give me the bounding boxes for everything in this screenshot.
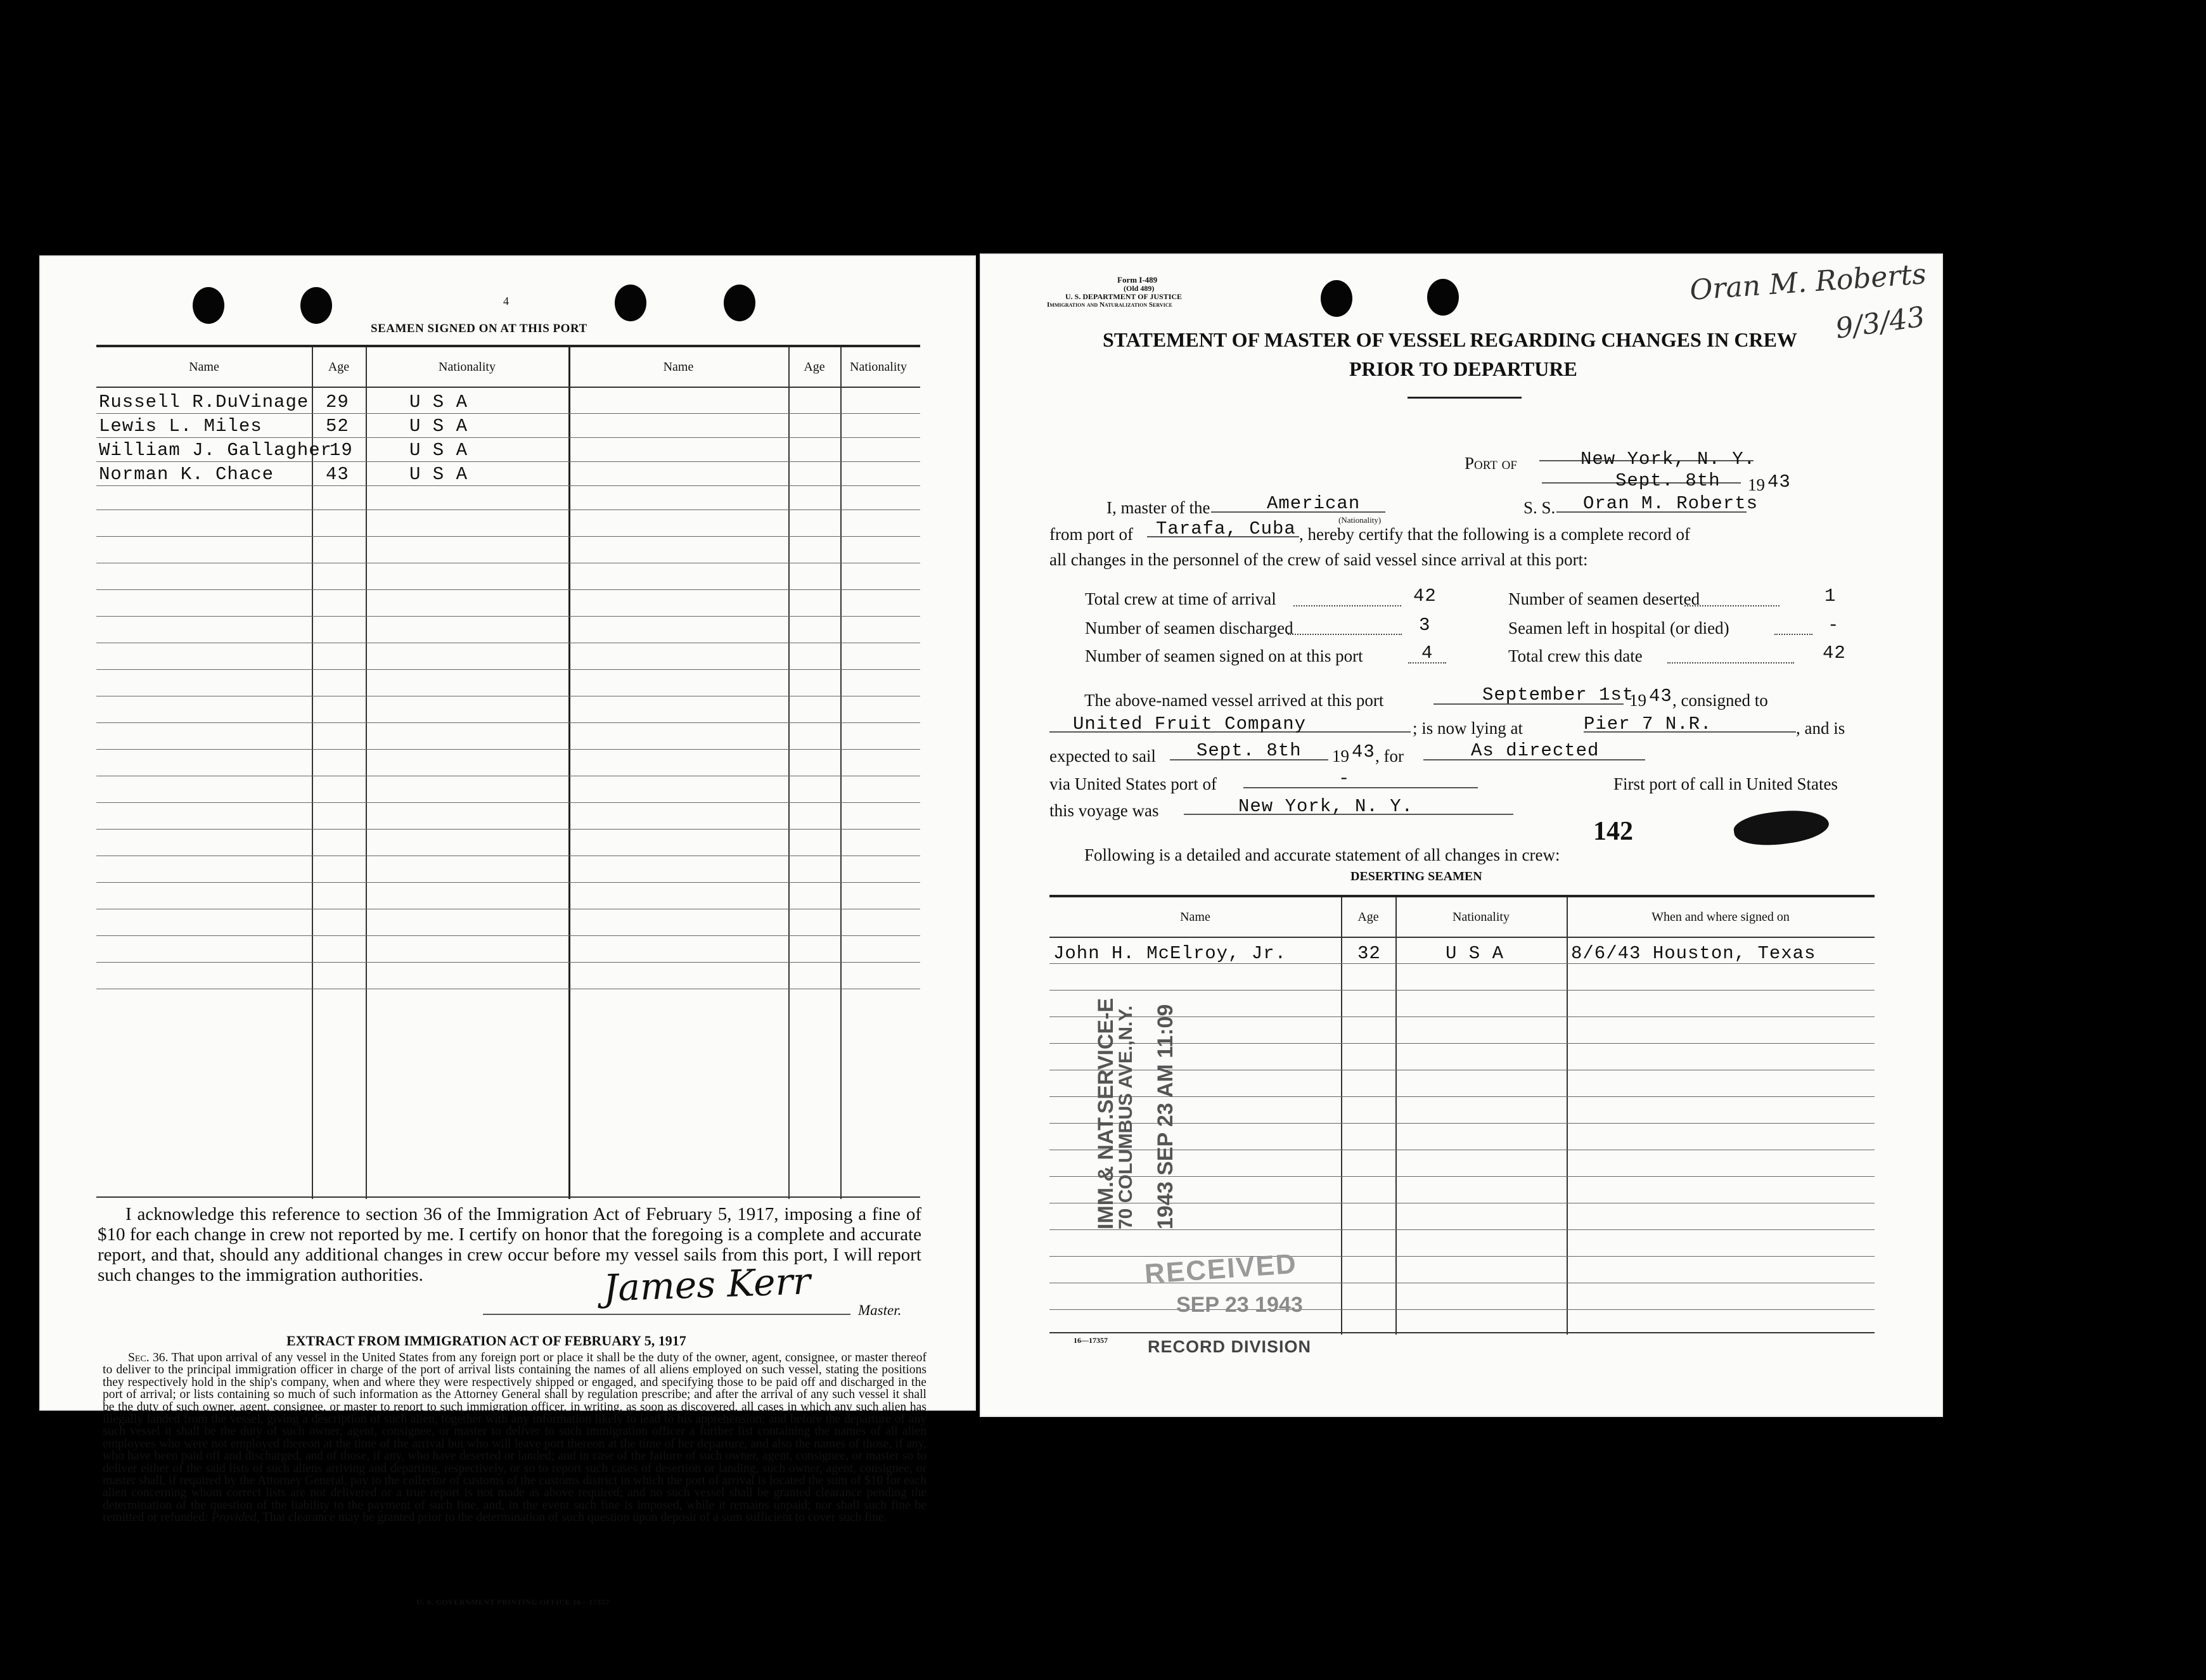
signature-line	[483, 1314, 850, 1315]
signature-title: Master.	[858, 1302, 902, 1318]
consigned-label: , consigned to	[1672, 691, 1768, 710]
destination-value: As directed	[1471, 740, 1600, 761]
page-number: 4	[503, 295, 509, 307]
column-header: Age	[328, 360, 350, 374]
extract-text	[103, 1352, 927, 1524]
seaman-nationality: U S A	[409, 416, 468, 437]
from-port-value: Tarafa, Cuba	[1156, 518, 1296, 539]
punch-hole	[193, 287, 224, 324]
leader-dots	[1774, 634, 1812, 635]
seaman-name: Russell R.DuVinage	[99, 392, 309, 413]
department: U. S. DEPARTMENT OF JUSTICE	[1065, 292, 1183, 301]
arrived-label: The above-named vessel arrived at this port	[1084, 691, 1384, 710]
and-is-label: , and is	[1796, 719, 1845, 738]
section-title: SEAMEN SIGNED ON AT THIS PORT	[371, 322, 587, 335]
first-port-value: New York, N. Y.	[1238, 796, 1414, 817]
column-header: Nationality	[1452, 910, 1510, 924]
column-header: Name	[663, 360, 694, 374]
for-label: , for	[1375, 747, 1404, 766]
punch-hole	[300, 287, 332, 324]
extract-provided: Provided,	[211, 1511, 260, 1525]
voyage-label: this voyage was	[1049, 801, 1159, 820]
via-line	[1243, 787, 1478, 788]
consignee-value: United Fruit Company	[1073, 714, 1307, 734]
from-port-label: from port of	[1049, 525, 1133, 544]
certify-text: , hereby certify that the following is a complete record of	[1299, 525, 1691, 544]
extract-tail: That clearance may be granted prior to the determination of such question upon deposit of a sum sufficient to cover such fine.	[262, 1511, 887, 1525]
vessel-value: Oran M. Roberts	[1583, 493, 1759, 514]
sail-date: Sept. 8th	[1196, 740, 1302, 761]
service: Immigration and Naturalization Service	[1047, 301, 1172, 309]
acknowledgement-text: I acknowledge this reference to section 36 of the Immigration Act of February 5, 1917, imposing a fine of $10 for each change in crew not reported by me. I certify on honor that the foregoing is a complete and accurate report, and that, should any additional changes in crew occur before my vessel sails from this port, I will report such changes to the immigration authorities.	[98, 1204, 921, 1285]
seaman-age: 43	[326, 464, 349, 485]
deserter-nationality: U S A	[1446, 943, 1504, 964]
leader-dots	[1667, 662, 1794, 664]
year-prefix: 19	[1748, 475, 1765, 494]
seaman-name: Lewis L. Miles	[99, 416, 262, 437]
nationality-caption: (Nationality)	[1338, 515, 1382, 525]
first-port-label: First port of call in United States	[1613, 774, 1838, 793]
seaman-age: 29	[326, 392, 349, 413]
via-value: -	[1338, 768, 1350, 789]
seaman-age: 52	[326, 416, 349, 437]
deserter-age: 32	[1357, 943, 1381, 964]
year-suffix: 43	[1767, 471, 1791, 492]
signed-on-table	[96, 345, 920, 1199]
stamp-line: 70 COLUMBUS AVE.,N.Y.	[1115, 1005, 1136, 1229]
total-crew-date-label: Total crew this date	[1508, 646, 1643, 665]
deserted-label: Number of seamen deserted	[1508, 589, 1700, 608]
column-header: Age	[1357, 910, 1379, 924]
deserter-name: John H. McElroy, Jr.	[1053, 943, 1287, 964]
expected-label: expected to sail	[1049, 747, 1156, 766]
certify-text-2: all changes in the personnel of the crew of said vessel since arrival at this port:	[1049, 550, 1588, 569]
ss-label: S. S.	[1523, 498, 1556, 517]
extract-lead: Sec. 36.	[128, 1351, 169, 1364]
deserting-title: DESERTING SEAMEN	[1350, 869, 1482, 883]
left-page	[39, 255, 976, 1606]
form-number-footer: 16—17357	[1074, 1336, 1108, 1345]
form-subtitle: PRIOR TO DEPARTURE	[1349, 357, 1577, 380]
column-header: Nationality	[439, 360, 496, 374]
arrived-year-prefix: 19	[1629, 691, 1646, 710]
punch-hole	[615, 285, 646, 321]
leader-dots	[1293, 605, 1401, 606]
received-date-stamp: SEP 23 1943	[1176, 1293, 1303, 1317]
seaman-name: William J. Gallagher	[99, 440, 333, 461]
column-header: When and where signed on	[1651, 910, 1790, 924]
hospital-label: Seamen left in hospital (or died)	[1508, 619, 1729, 638]
pier-value: Pier 7 N.R.	[1584, 714, 1712, 734]
right-page	[980, 253, 1943, 1417]
signed-on-label: Number of seamen signed on at this port	[1085, 646, 1363, 665]
title-rule	[1408, 397, 1522, 399]
master-label: I, master of the	[1106, 498, 1210, 517]
sail-year-prefix: 19	[1332, 747, 1349, 766]
via-label: via United States port of	[1049, 774, 1217, 793]
form-id: Form I-489	[1117, 275, 1158, 285]
handwritten-date-note: 9/3/43	[1833, 300, 1927, 345]
discharged-label: Number of seamen discharged	[1085, 619, 1293, 638]
port-value: New York, N. Y.	[1581, 449, 1756, 470]
form-old: (Old 489)	[1124, 284, 1155, 293]
stamp-line: IMM.& NAT.SERVICE-E	[1094, 997, 1118, 1229]
punch-hole	[1321, 280, 1352, 317]
nationality-value: American	[1267, 493, 1361, 514]
leader-dots	[1684, 605, 1780, 606]
seaman-age: 19	[330, 440, 353, 461]
seaman-nationality: U S A	[409, 392, 468, 413]
deserter-signed-on: 8/6/43 Houston, Texas	[1571, 943, 1816, 964]
hospital-value: -	[1828, 615, 1840, 636]
extract-title: EXTRACT FROM IMMIGRATION ACT OF FEBRUARY 5, 1917	[286, 1333, 686, 1349]
column-header: Name	[189, 360, 219, 374]
column-header: Age	[804, 360, 825, 374]
ink-blot	[1732, 805, 1831, 850]
total-crew-date-value: 42	[1823, 643, 1846, 664]
punch-hole	[724, 285, 755, 321]
seaman-nationality: U S A	[409, 440, 468, 461]
port-label: Port of	[1465, 454, 1517, 473]
lying-label: ; is now lying at	[1413, 719, 1523, 738]
total-crew-arrival-value: 42	[1413, 586, 1437, 606]
seaman-name: Norman K. Chace	[99, 464, 274, 485]
form-title: STATEMENT OF MASTER OF VESSEL REGARDING CHANGES IN CREW	[1103, 328, 1797, 351]
printer-line: U. S. GOVERNMENT PRINTING OFFICE 16—17357	[416, 1598, 610, 1606]
signed-on-value: 4	[1421, 643, 1433, 664]
record-division-stamp: RECORD DIVISION	[1148, 1337, 1312, 1356]
column-header: Nationality	[850, 360, 907, 374]
discharged-value: 3	[1419, 615, 1431, 636]
deserted-value: 1	[1824, 586, 1837, 606]
extract-body: That upon arrival of any vessel in the United States from any foreign port or place it shall be the duty of the owner, agent, consignee, or master thereof to deliver to the principal immigration officer in charge of the port of arrival lists containing the names of all aliens employed on such vessel, stating the positions they respectively hold in the ship's company, when and where they were respectively shipped or engaged, and specifying those to be paid off and discharged in the port of arrival; or lists containing so much of such information as the Attorney General shall by regulation prescribe; and after the arrival of any such vessel it shall be the duty of such owner, agent, consignee, or master to report to such immigration officer, in writing, as soon as discovered, all cases in which any such alien has illegally landed from the vessel, giving a description of such alien, together with any information likely to lead to his apprehension; and before the departure of any such vessel it shall be the duty of such owner, agent, consignee, or master to deliver to such immigration officer a further list containing the names of all alien employees who were not employed thereon at the time of the arrival but who will leave port thereon at the time of her departure, and also the names of those, if any, who have been paid off and discharged, and of those, if any, who have deserted or landed; and in case of the failure of such owner, agent, consignee, or master so to deliver either of the said lists of such aliens arriving and departing, respectively, or so to report such cases of desertion or landing, such owner, agent, consignee, or master shall, if required by the Attorney General, pay to the collector of customs of the customs district in which the port of arrival is located the sum of $10 for each alien concerning whom correct lists are not delivered or a true report is not made as above required; and no such vessel shall be granted clearance pending the determination of the question of the liability to the payment of such fine, and, in the event such fine is imposed, while it remains unpaid; nor shall such fine be remitted or refunded:	[103, 1351, 927, 1525]
leader-dots	[1288, 634, 1402, 635]
stamp-number: 142	[1593, 817, 1633, 846]
date-stamp	[1094, 875, 1221, 1229]
master-signature: James Kerr	[602, 1259, 811, 1310]
received-stamp: RECEIVED	[1143, 1248, 1299, 1290]
column-header: Name	[1180, 910, 1210, 924]
arrived-date: September 1st	[1482, 684, 1634, 705]
date-value: Sept. 8th	[1615, 470, 1721, 491]
stamp-line: 1943 SEP 23 AM 11:09	[1153, 1004, 1177, 1229]
arrived-year: 43	[1649, 686, 1672, 707]
total-crew-arrival-label: Total crew at time of arrival	[1085, 589, 1276, 608]
handwritten-vessel-note: Oran M. Roberts	[1688, 258, 1928, 307]
following-label: Following is a detailed and accurate statement of all changes in crew:	[1084, 845, 1560, 864]
seaman-nationality: U S A	[409, 464, 468, 485]
punch-hole	[1427, 279, 1459, 316]
sail-year: 43	[1352, 741, 1375, 762]
